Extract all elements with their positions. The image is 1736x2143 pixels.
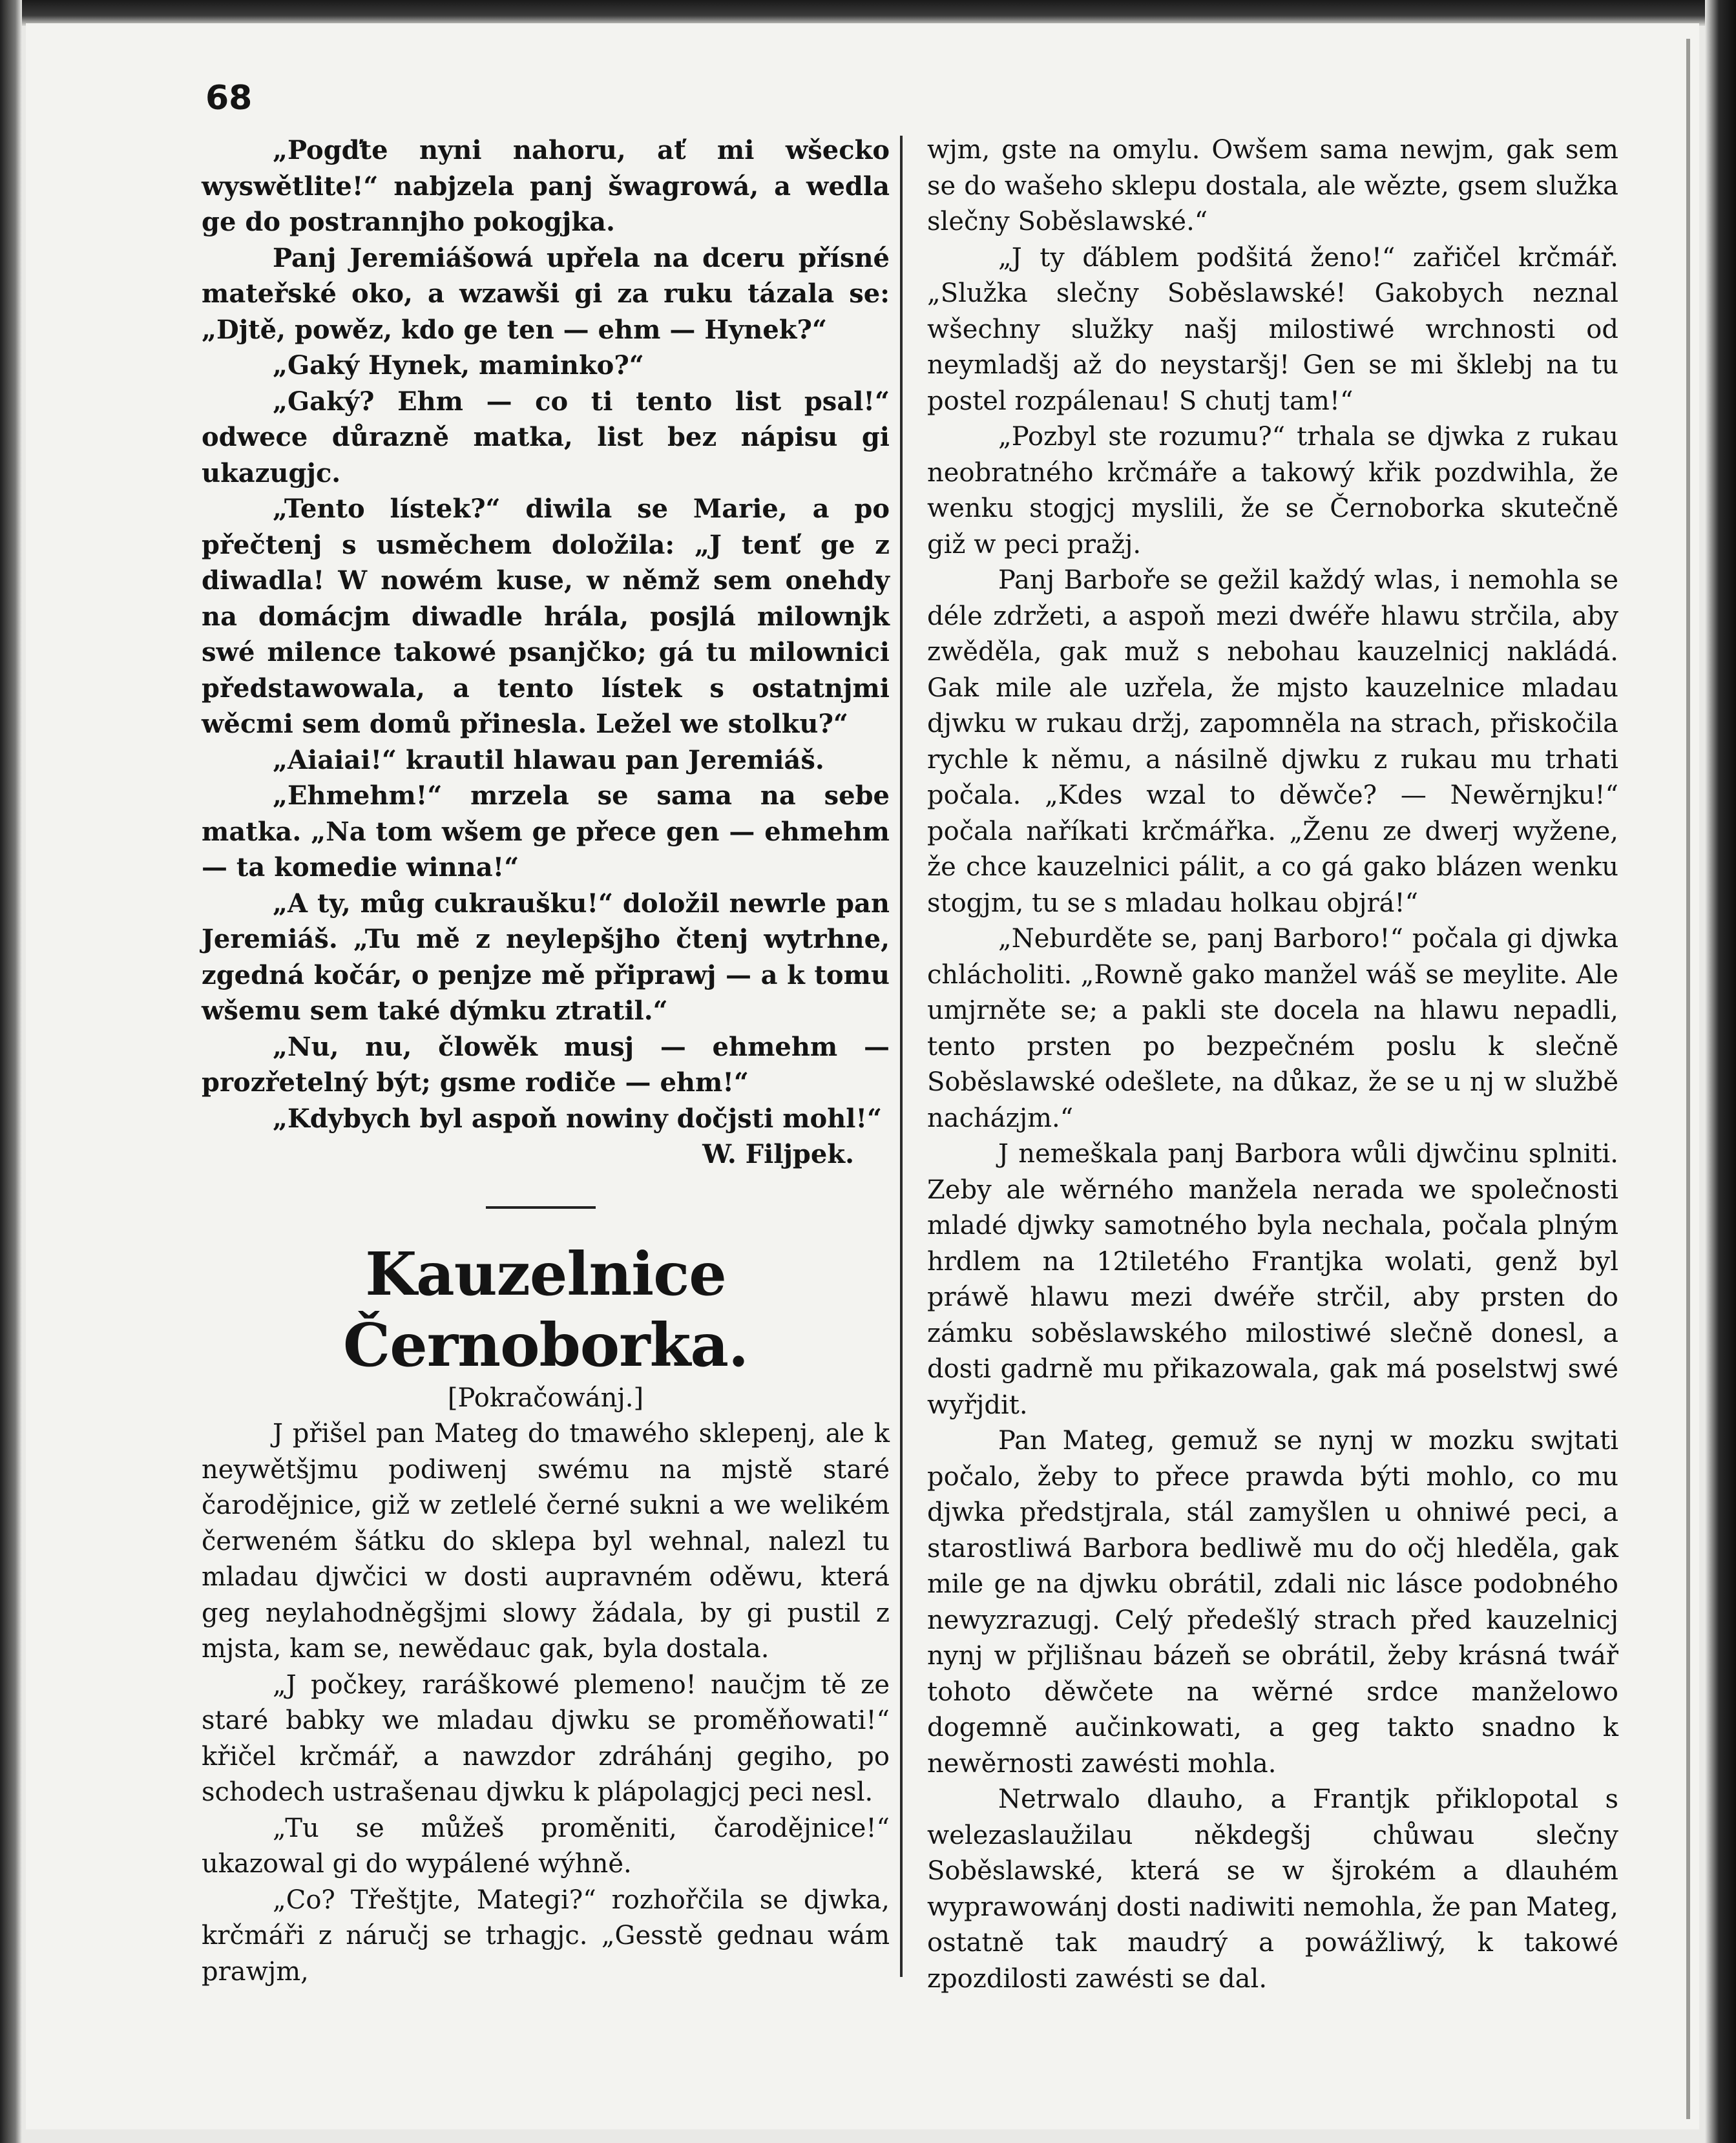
scan-edge-left — [0, 0, 22, 2143]
paragraph: „Tu se můžeš proměniti, čarodějnice!“ ukazowal gi do wypálené wýhně. — [202, 1813, 890, 1879]
paragraph: Pan Mateg, gemuž se nynj w mozku swjtati počalo, žeby to přece prawda býti mohlo, co mu djwka předstjrala, stál zamyšlen u ohniwé peci, a starostliwá Barbora bedliwě mu do očj hleděla, gak mile ge na djwku obrátil, zdali nic lásce podobného newyzrazugj. Celý předešlý strach před kauzelnicj nynj w přjlišnau bázeň se obrátil, žeby krásná twář tohoto děwčete na wěrné srdce manželowo dogemně aučinkowati, a geg takto snadno k newěrnosti zawésti mohla. — [927, 1426, 1618, 1779]
scan-edge-right — [1705, 0, 1736, 2143]
paragraph: J přišel pan Mateg do tmawého sklepenj, ale k neywětšjmu podiwenj swému na mjstě staré čarodějnice, giž w zetlelé černé sukni a we welikém čerweném šátku do sklepa byl wehnal, nalezl tu mladau djwčici w dosti aupravném oděwu, která geg neylahodněgšjmi slowy žádala, by gi pustil z mjsta, kam se, newědauc gak, byla dostala. — [202, 1419, 890, 1664]
right-column — [927, 132, 1618, 1997]
page-fold-line — [1686, 39, 1690, 2119]
section-title: Kauzelnice Černoborka. — [342, 1239, 749, 1380]
paragraph: „Aiaiai!“ krautil hlawau pan Jeremiáš. — [273, 744, 824, 775]
paragraph: „Tento lístek?“ diwila se Marie, a po přečtenj s usměchem doložila: „J tenť ge z diwadla! W nowém kuse, w němž sem onehdy na domácjm diwadle hrála, posjlá milownjk swé milence takowé psanjčko; gá tu milownici předstawowala, a tento lístek s ostatnjmi wěcmi sem domů přinesla. Ležel we stolku?“ — [202, 494, 890, 739]
section-subtitle: [Pokračowánj.] — [447, 1383, 644, 1413]
paragraph: „Neburděte se, panj Barboro!“ počala gi djwka chlácholiti. „Rowně gako manžel wáš se meylite. Ale umjrněte se; a pakli ste docela na hlawu nepadli, tento prsten po bezpečném poslu k slečně Soběslawské odešlete, na důkaz, že se u nj w službě nacházjm.“ — [927, 924, 1618, 1133]
section-divider-rule — [486, 1206, 596, 1209]
paragraph: „Nu, nu, člowěk musj — ehmehm — prozřetelný být; gsme rodiče — ehm!“ — [202, 1031, 890, 1098]
paragraph: „Gaký Hynek, maminko?“ — [273, 350, 644, 381]
paragraph: „J počkey, raráškowé plemeno! naučjm tě ze staré babky we mladau djwku se proměňowati!“ křičel krčmář, a nawzdor zdráhánj gegiho, po schodech ustrašenau djwku k plápolagjcj peci nesl. — [202, 1669, 890, 1807]
paragraph: „J ty ďáblem podšitá ženo!“ zařičel krčmář. „Služka slečny Soběslawské! Gakobych neznal wšechny služky našj milostiwé wrchnosti od neymladšj až do neystaršj! Gen se mi šklebj na tu postel rozpálenau! S chutj tam!“ — [927, 242, 1618, 416]
paragraph: wjm, gste na omylu. Owšem sama newjm, gak sem se do wašeho sklepu dostala, ale wězte, gsem služka slečny Soběslawské.“ — [927, 135, 1618, 236]
paragraph: „Kdybych byl aspoň nowiny dočjsti mohl!“ — [273, 1103, 883, 1134]
paragraph: „Ehmehm!“ mrzela se sama na sebe matka. „Na tom wšem ge přece gen — ehmehm — ta komedie winna!“ — [202, 780, 890, 883]
paragraph: Panj Barboře se gežil každý wlas, i nemohla se déle zdržeti, a aspoň mezi dwéře hlawu strčila, aby zwěděla, gak muž s nebohau kauzelnicj nakládá. Gak mile ale uzřela, že mjsto kauzelnice mladau djwku w rukau držj, zapomněla na strach, přiskočila rychle k němu, a násilně djwku z rukau mu trhati počala. „Kdes wzal to děwče? — Newěrnjku!“ počala naříkati krčmářka. „Ženu ze dwerj wyžene, že chce kauzelnici pálit, a co gá gako blázen wenku stogjm, tu se s mladau holkau objrá!“ — [927, 565, 1618, 918]
paragraph: „Gaký? Ehm — co ti tento list psal!“ odwece důrazně matka, list bez nápisu gi ukazugjc. — [202, 386, 890, 488]
scan-edge-top — [0, 0, 1736, 26]
paragraph: „Pozbyl ste rozumu?“ trhala se djwka z rukau neobratného krčmáře a takowý křik pozdwihla, že wenku stogjcj myslili, že se Černoborka skutečně giž w peci pražj. — [927, 422, 1618, 559]
page-number: 68 — [205, 79, 253, 118]
left-column — [202, 132, 890, 1990]
paragraph: Netrwalo dlauho, a Frantjk přiklopotal s welezaslaužilau někdegšj chůwau slečny Soběslawské, která se w šjrokém a dlauhém wyprawowánj dosti nadiwiti nemohla, že pan Mateg, ostatně tak maudrý a powážliwý, k takowé zpozdilosti zawésti se dal. — [927, 1784, 1618, 1994]
paragraph: Panj Jeremiášowá upřela na dceru přísné mateřské oko, a wzawši gi za ruku tázala se: „Djtě, powěz, kdo ge ten — ehm — Hynek?“ — [202, 242, 890, 345]
paragraph: „A ty, můg cukraušku!“ doložil newrle pan Jeremiáš. „Tu mě z neylepšjho čtenj wytrhne, zgedná kočár, o penjze mě připrawj — a k tomu wšemu sem také dýmku ztratil.“ — [202, 888, 890, 1026]
column-divider — [900, 136, 903, 1977]
paragraph: J nemeškala panj Barbora wůli djwčinu splniti. Zeby ale wěrného manžela nerada we společnosti mladé djwky samotného byla nechala, počala plným hrdlem na 12tiletého Frantjka wolati, genž byl práwě hlawu mezi dwéře strčil, aby prsten do zámku soběslawského milostiwé slečně donesl, a dosti gadrně mu přikazowala, gak má poselstwj swé wyřjdit. — [927, 1139, 1618, 1420]
paragraph: „Co? Třeštjte, Mategi?“ rozhořčila se djwka, krčmáři z náručj se trhagjc. „Gesstě gednau wám prawjm, — [202, 1885, 890, 1987]
author-signature: W. Filjpek. — [702, 1139, 854, 1169]
paragraph: „Pogďte nyni nahoru, ať mi wšecko wyswětlite!“ nabjzela panj šwagrowá, a wedla ge do postrannjho pokogjka. — [202, 135, 890, 237]
